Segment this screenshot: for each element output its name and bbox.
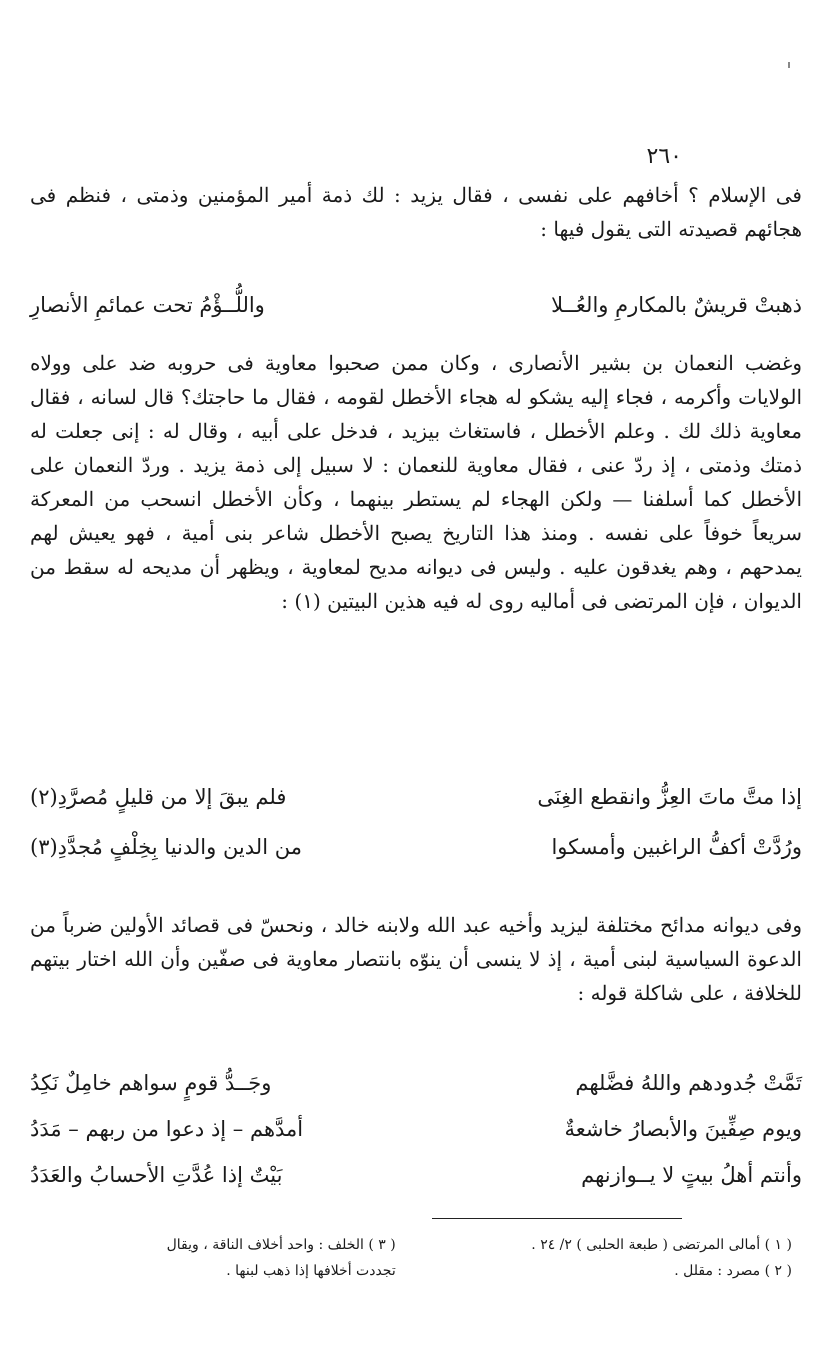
verse-first-hemistich: تَمَّتْ جُدودهم واللهُ فضَّلهم — [575, 1071, 802, 1095]
verse-second-hemistich: من الدين والدنيا بِخِلْفٍ مُجدَّدِ(٣) — [30, 835, 302, 859]
paragraph-3-text: وفى ديوانه مدائح مختلفة ليزيد وأخيه عبد الله ولابنه خالد ، ونحسّ فى قصائد الأولين ضرباً من الدعوة السياسية لبنى أمية ، إذ لا ينسى أن ينوّه بانتصار معاوية فى صفّين وأن الله اختار بيتهم للخلافة ، على شاكلة قوله : — [30, 913, 802, 1005]
verse-second-hemistich: واللُّــؤْمُ تحت عمائمِ الأنصارِ — [30, 293, 265, 317]
scan-mark — [788, 62, 790, 68]
verse-first-hemistich: إذا متَّ ماتَ العِزُّ وانقطع الغِنَى — [537, 785, 802, 809]
verse-line — [30, 1060, 802, 1106]
footnotes-column-left — [30, 1232, 396, 1284]
footnote-1: ( ١ ) أمالى المرتضى ( طبعة الحلبى ) ٢/ ٢٤ . — [531, 1237, 792, 1253]
verse-first-hemistich: ورُدَّتْ أكفُّ الراغبين وأمسكوا — [551, 835, 802, 859]
verse-line — [30, 822, 802, 872]
verse-line — [30, 1152, 802, 1198]
verse-group-1 — [30, 280, 802, 330]
verse-first-hemistich: وأنتم أهلُ بيتٍ لا يــوازنهم — [581, 1163, 802, 1187]
paragraph-1 — [30, 178, 802, 246]
footnotes-column-right — [426, 1232, 792, 1284]
paragraph-2 — [30, 346, 802, 618]
verse-first-hemistich: ويوم صِفِّينَ والأبصارُ خاشعةٌ — [564, 1117, 802, 1141]
verse-second-hemistich: وجَــدُّ قومٍ سواهم خامِلٌ نَكِدُ — [30, 1071, 272, 1095]
verse-line — [30, 280, 802, 330]
paragraph-3 — [30, 908, 802, 1010]
verse-group-3 — [30, 1060, 802, 1198]
page-number: ٢٦٠ — [646, 144, 682, 169]
verse-first-hemistich: ذهبتْ قريشٌ بالمكارمِ والعُــلا — [551, 293, 802, 317]
verse-line — [30, 1106, 802, 1152]
paragraph-2-text: وغضب النعمان بن بشير الأنصارى ، وكان ممن صحبوا معاوية فى حروبه ضد على وولاه الولايات وأكرمه ، فجاء إليه يشكو له هجاء الأخطل لقومه ، فقال ما حاجتك؟ قال لسانه ، فقال معاوية ذلك لك . وعلم الأخطل ، فاستغاث بيزيد ، فدخل على أبيه ، وقال له : إنى جعلت له ذمتك وذمتى ، إذ ردّ عنى ، فقال معاوية للنعمان : لا سبيل إلى ذمة يزيد . وردّ النعمان على الأخطل كما أسلفنا — ولكن الهجاء لم يستطر بينهما ، وكأن الأخطل انسحب من المعركة سريعاً خوفاً على نفسه . ومنذ هذا التاريخ يصبح الأخطل شاعر بنى أمية ، فهو يعيش لهم يمدحهم ، وهم يغدقون عليه . وليس فى ديوانه مديح لمعاوية ، ويظهر أن مديحه له سقط من الديوان ، فإن المرتضى فى أماليه روى له فيه هذين البيتين (١) : — [30, 351, 802, 613]
verse-line — [30, 772, 802, 822]
verse-second-hemistich: أمدَّهم – إذ دعوا من ربهم – مَدَدُ — [30, 1117, 304, 1141]
verse-group-2 — [30, 772, 802, 872]
footnote-3-line-1: ( ٣ ) الخلف : واحد أخلاف الناقة ، ويقال — [166, 1237, 396, 1253]
footnotes — [30, 1232, 792, 1284]
footnote-3-line-2: تجددت أخلافها إذا ذهب لبنها . — [226, 1263, 396, 1279]
verse-second-hemistich: فلم يبقَ إلا من قليلٍ مُصرَّدِ(٢) — [30, 785, 287, 809]
verse-second-hemistich: بَيْتٌ إذا عُدَّتِ الأحسابُ والعَدَدُ — [30, 1163, 283, 1187]
paragraph-1-text: فى الإسلام ؟ أخافهم على نفسى ، فقال يزيد : لك ذمة أمير المؤمنين وذمتى ، فنظم فى هجائهم قصيدته التى يقول فيها : — [30, 183, 802, 241]
footnote-divider — [432, 1218, 682, 1219]
footnote-2: ( ٢ ) مصرد : مقلل . — [674, 1263, 792, 1279]
